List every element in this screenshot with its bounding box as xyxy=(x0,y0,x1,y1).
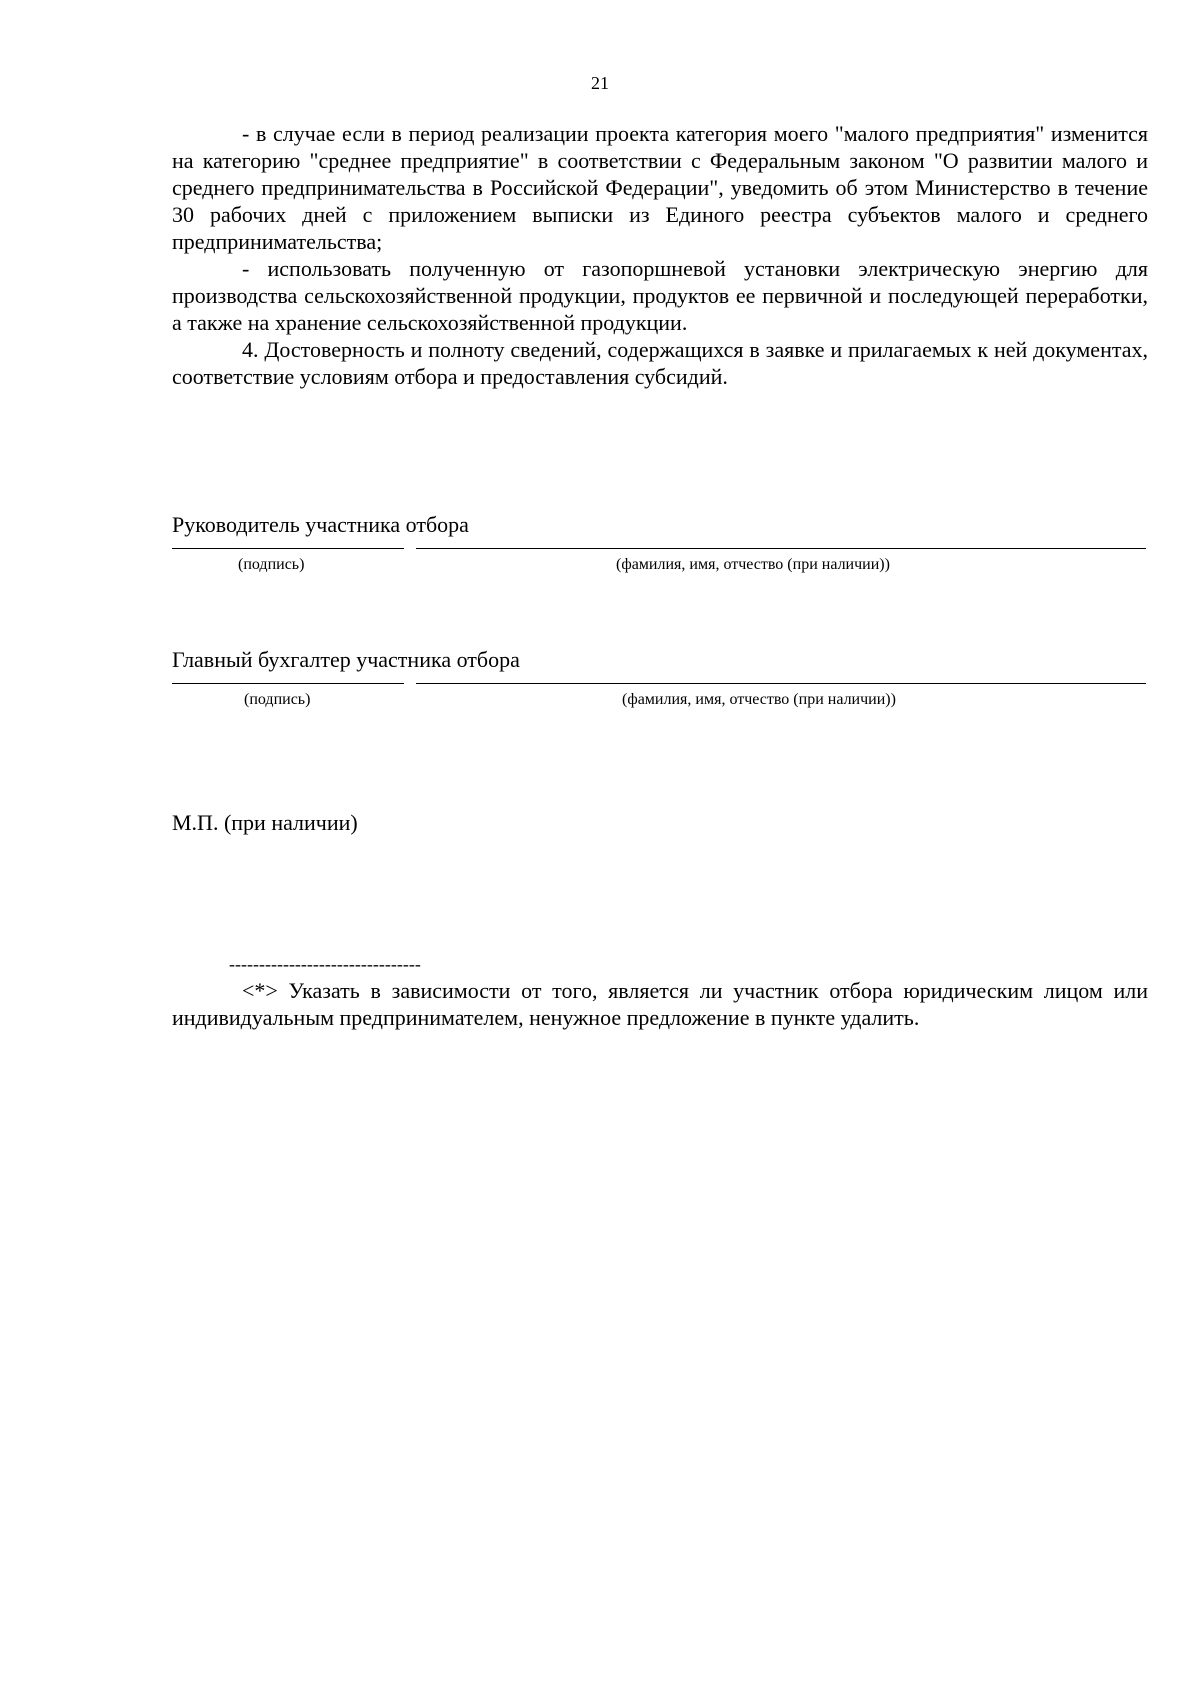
name-line xyxy=(416,548,1146,549)
name-caption: (фамилия, имя, отчество (при наличии)) xyxy=(622,691,896,708)
signature-block-accountant xyxy=(172,646,1148,713)
signature-line xyxy=(172,548,404,549)
signature-captions xyxy=(172,691,1148,713)
signature-title-head: Руководитель участника отбора xyxy=(172,512,469,537)
paragraph-energy-use: - использовать полученную от газопоршневой установки электрическую энергию для производства сельскохозяйственной продукции, продуктов ее первичной и последующей переработки, а также на хранение сельскохозяйственной продукции. xyxy=(172,256,1148,335)
signature-captions xyxy=(172,556,1148,578)
signature-lines xyxy=(172,677,1148,691)
signature-lines xyxy=(172,542,1148,556)
stamp-place: М.П. (при наличии) xyxy=(172,810,358,835)
name-line xyxy=(416,683,1146,684)
signature-block-head xyxy=(172,511,1148,578)
paragraph-category-change: - в случае если в период реализации проекта категория моего "малого предприятия" изменится на категорию "среднее предприятие" в соответствии с Федеральным законом "О развитии малого и среднего предпринимательства в Российской Федерации", уведомить об этом Министерство в течение 30 рабочих дней с приложением выписки из Единого реестра субъектов малого и среднего предпринимательства; xyxy=(172,121,1148,254)
footnote-text: <*> Указать в зависимости от того, является ли участник отбора юридическим лицом или индивидуальным предпринимателем, ненужное предложение в пункте удалить. xyxy=(172,978,1148,1030)
name-caption: (фамилия, имя, отчество (при наличии)) xyxy=(616,556,890,573)
signature-line xyxy=(172,683,404,684)
footnote-separator: -------------------------------- xyxy=(229,954,421,974)
body-text xyxy=(172,120,1148,390)
page-number: 21 xyxy=(591,73,609,93)
signature-caption: (подпись) xyxy=(244,691,311,708)
paragraph-reliability: 4. Достоверность и полноту сведений, содержащихся в заявке и прилагаемых к ней документах, соответствие условиям отбора и предоставления субсидий. xyxy=(172,337,1148,389)
signature-caption: (подпись) xyxy=(238,556,305,573)
signature-title-accountant: Главный бухгалтер участника отбора xyxy=(172,647,520,672)
